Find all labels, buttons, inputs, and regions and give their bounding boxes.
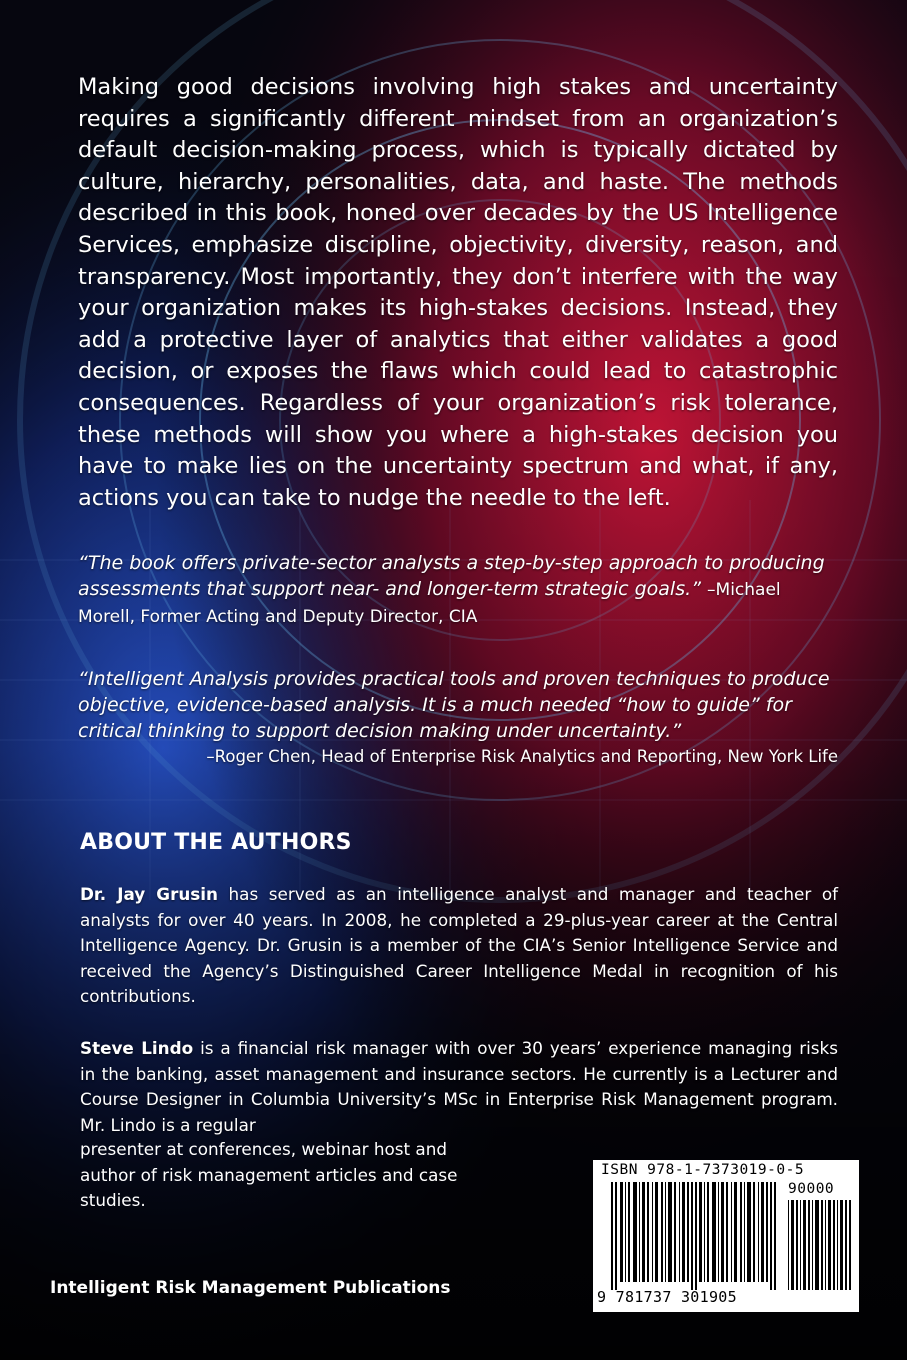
endorsement-attribution: –Roger Chen, Head of Enterprise Risk Analytics and Reporting, New York Life (206, 747, 838, 766)
author-name: Steve Lindo (80, 1038, 194, 1058)
author-bio-grusin (80, 882, 838, 1010)
author-name: Dr. Jay Grusin (80, 884, 218, 904)
ean-barcode-bars (611, 1182, 776, 1290)
isbn-text: ISBN 978-1-7373019-0-5 (601, 1162, 805, 1178)
endorsement-text: “The book offers private-sector analysts a step-by-step approach to producing assessments that support near- and longer-term strategic goals.” (78, 552, 825, 600)
about-authors-heading: ABOUT THE AUTHORS (80, 830, 352, 855)
price-addon-code: 90000 (788, 1181, 835, 1197)
endorsement-attribution: –Michael Morell, Former Acting and Deputy Director, CIA (78, 580, 781, 627)
author-bio-text: has served as an intelligence analyst and manager and teacher of analysts for over 40 years. In 2008, he completed a 29-plus-year career at the Central Intelligence Agency. Dr. Grusin is a member of the CIA’s Senior Intelligence Service and received the Agency’s Distinguished Career Intelligence Medal in recognition of his contributions. (80, 884, 838, 1007)
addon-barcode-bars (788, 1200, 851, 1290)
book-description: Making good decisions involving high stakes and uncertainty requires a significantly different mindset from an organization’s default decision-making process, which is typically dictated by culture, hierarchy, personalities, data, and haste. The methods described in this book, honed over decades by the US Intelligence Services, emphasize discipline, objectivity, diversity, reason, and transparency. Most importantly, they don’t interfere with the way your organization makes its high-stakes decisions. Instead, they add a protective layer of analytics that either validates a good decision, or exposes the flaws which could lead to catastrophic consequences. Regardless of your organization’s risk tolerance, these methods will show you where a high-stakes decision you have to make lies on the uncertainty spectrum and what, if any, actions you can take to nudge the needle to the left. (78, 74, 838, 511)
ean-number: 9 781737 301905 (597, 1288, 737, 1306)
author-bio-lindo-continued: presenter at conferences, webinar host and author of risk management articles and case studies. (80, 1139, 458, 1211)
publisher-name: Intelligent Risk Management Publications (50, 1278, 451, 1298)
isbn-barcode (593, 1160, 859, 1312)
endorsement-text: “Intelligent Analysis provides practical tools and proven techniques to produce objective, evidence-based analysis. It is a much needed “how to guide” for critical thinking to support decision making under uncertainty.” (78, 668, 830, 742)
endorsement-chen (78, 666, 838, 770)
endorsement-morell (78, 550, 838, 630)
author-bio-lindo (80, 1036, 838, 1138)
author-bio-text: is a financial risk manager with over 30 years’ experience managing risks in the banking, asset management and insurance sectors. He currently is a Lecturer and Course Designer in Columbia University’s MSc in Enterprise Risk Management program. Mr. Lindo is a regular (80, 1038, 838, 1135)
